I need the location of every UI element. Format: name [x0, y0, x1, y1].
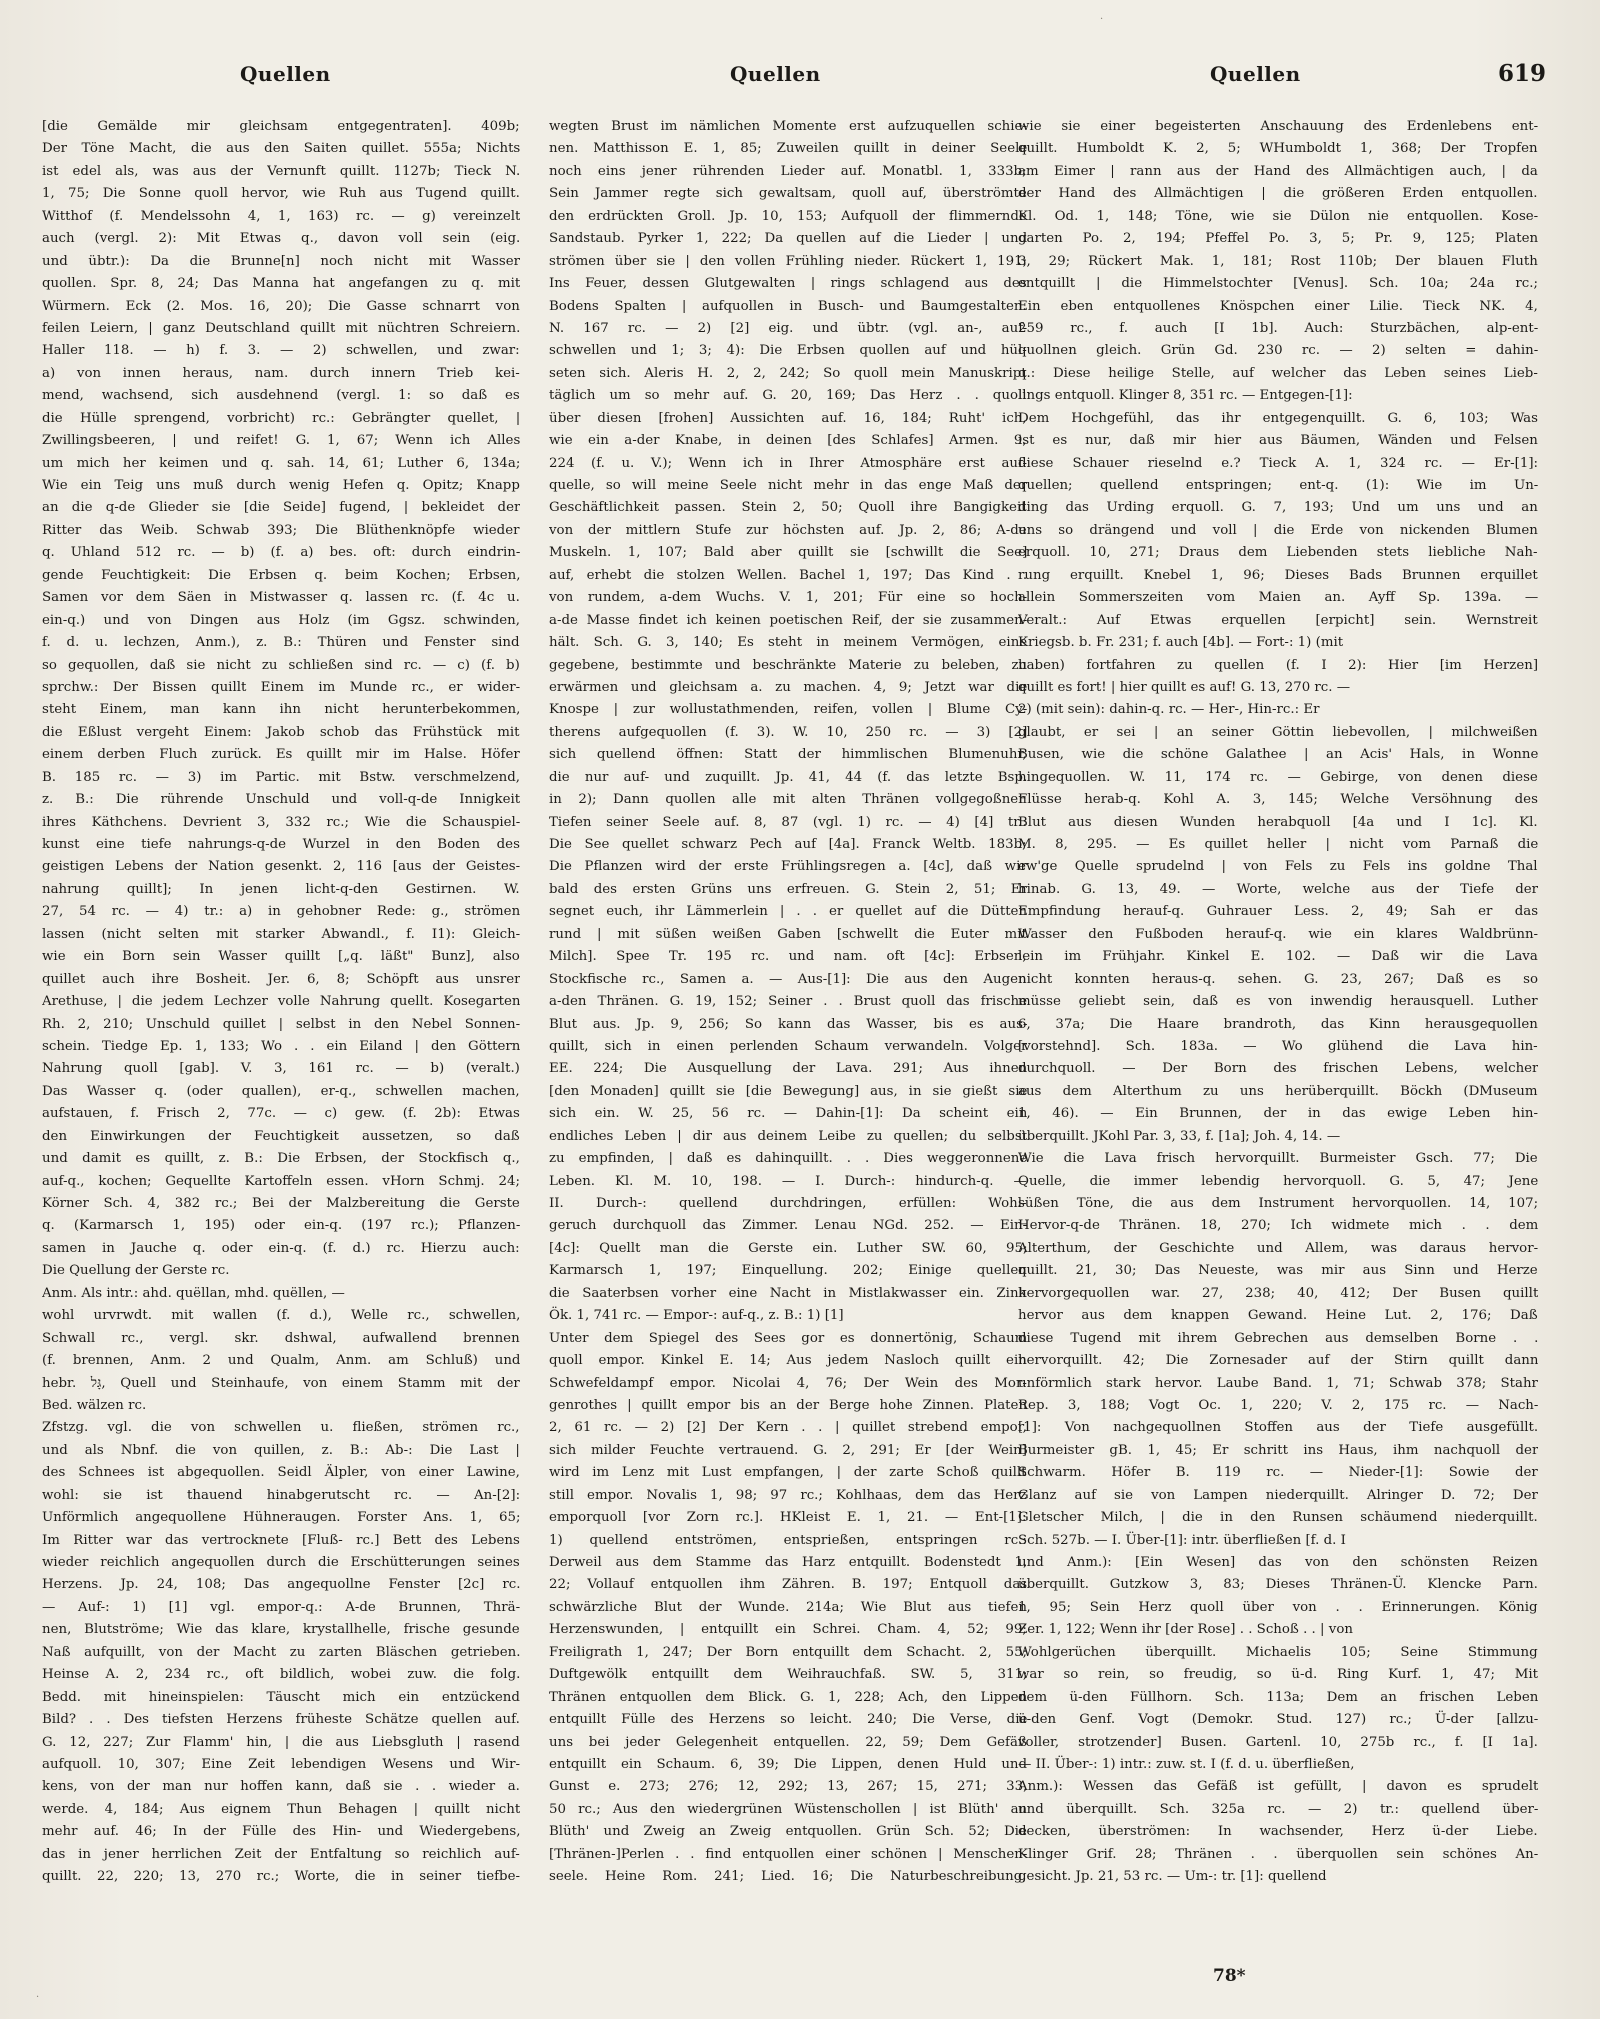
- text-line: Körner Sch. 4, 382 rc.; Bei der Malzbereitung die Gerste: [42, 1196, 520, 1211]
- text-line: Karmarsch 1, 197; Einquellung. 202; Einige quellen: [549, 1263, 1027, 1279]
- text-line: Heinse A. 2, 234 rc., oft bildlich, wobei zuw. die folg.: [42, 1667, 520, 1683]
- text-line: das in jener herrlichen Zeit der Entfaltung so reichlich auf-: [42, 1846, 520, 1862]
- text-line: wird im Lenz mit Lust empfangen, | der zarte Schoß quillt: [549, 1465, 1027, 1481]
- text-line: q. Uhland 512 rc. — b) (f. a) bes. oft: durch eindrin-: [42, 545, 520, 561]
- text-line: sich milder Feuchte vertrauend. G. 2, 291; Er [der Wein]: [549, 1442, 1027, 1458]
- text-line: von der mittlern Stufe zur höchsten auf. Jp. 2, 86; A-de: [549, 522, 1027, 538]
- text-line: unförmlich stark hervor. Laube Band. 1, 71; Schwab 378; Stahr: [1018, 1375, 1538, 1391]
- text-line: zu empfinden, | daß es dahinquillt. . . Dies weggeronnene: [549, 1151, 1027, 1167]
- text-line: entquillt ein Schaum. 6, 39; Die Lippen, denen Huld und: [549, 1756, 1027, 1772]
- text-line: Gunst e. 273; 276; 12, 292; 13, 267; 15, 271; 33,: [549, 1779, 1027, 1795]
- text-line: B. 185 rc. — 3) im Partic. mit Bstw. verschmelzend,: [42, 769, 520, 785]
- text-line: die Eßlust vergeht Einem: Jakob schob das Frühstück mit: [42, 724, 520, 740]
- text-line: still empor. Novalis 1, 98; 97 rc.; Kohlhaas, dem das Herz: [549, 1487, 1027, 1503]
- text-line: II. Durch-: quellend durchdringen, erfüllen: Wohl-: [549, 1196, 1027, 1211]
- text-line: voller, strotzender] Busen. Gartenl. 10, 275b rc., f. [I 1a].: [1018, 1734, 1538, 1750]
- text-line: schwellen und 1; 3; 4): Die Erbsen quollen auf und hül-: [549, 343, 1027, 359]
- text-line: die Saaterbsen vorher eine Nacht in Mistlakwasser ein. Zink: [549, 1285, 1027, 1301]
- text-line: an die q-de Glieder sie [die Seide] fugend, | bekleidet der: [42, 500, 520, 516]
- text-line: — II. Über-: 1) intr.: zuw. st. I (f. d. u. überfließen,: [1018, 1756, 1355, 1772]
- text-line: strömen über sie | den vollen Frühling nieder. Rückert 1, 191;: [549, 253, 1027, 269]
- text-line: 3, 29; Rückert Mak. 1, 181; Rost 110b; Der blauen Fluth: [1018, 253, 1538, 269]
- text-line: Im Ritter war das vertrocknete [Fluß- rc.] Bett des Lebens: [42, 1532, 520, 1548]
- text-line: quelle, so will meine Seele nicht mehr in das enge Maß der: [549, 478, 1027, 493]
- text-line: einem derben Fluch zurück. Es quillt mir im Halse. Höfer: [42, 747, 520, 763]
- text-line: wie ein a-der Knabe, in deinen [des Schlafes] Armen. 9,: [549, 433, 1027, 449]
- text-line: hebr. גָּל, Quell und Steinhaufe, von einem Stamm mit der: [42, 1375, 520, 1391]
- text-line: kunst eine tiefe nahrungs-q-de Wurzel in den Boden des: [42, 837, 520, 852]
- margin-dot: ·: [1100, 14, 1104, 25]
- text-line: Klinger Grif. 28; Thränen . . überquollen sein schönes An-: [1018, 1846, 1538, 1862]
- margin-dot: ·: [36, 1992, 40, 2003]
- text-line: Duftgewölk entquillt dem Weihrauchfaß. SW. 5, 311;: [549, 1667, 1027, 1683]
- text-line: wegten Brust im nämlichen Momente erst aufzuquellen schie-: [549, 119, 1027, 134]
- text-line: Witthof (f. Mendelssohn 4, 1, 163) rc. — g) vereinzelt: [42, 208, 520, 224]
- text-line: ding das Urding erquoll. G. 7, 193; Und um uns und an: [1018, 500, 1538, 516]
- text-line: aufquoll. 10, 307; Eine Zeit lebendigen Wesens und Wir-: [42, 1756, 520, 1772]
- text-line: Empfindung herauf-q. Guhrauer Less. 2, 49; Sah er das: [1018, 904, 1538, 920]
- text-line: 1, 95; Sein Herz quoll über von . . Erinnerungen. König: [1018, 1599, 1538, 1615]
- text-line: Blüth' und Zweig an Zweig entquollen. Grün Sch. 52; Die: [549, 1824, 1027, 1840]
- text-line: süßen Töne, die aus dem Instrument hervorquollen. 14, 107;: [1018, 1196, 1538, 1211]
- text-line: Der Töne Macht, die aus den Saiten quillet. 555a; Nichts: [42, 141, 520, 157]
- text-line: den erdrückten Groll. Jp. 10, 153; Aufquoll der flimmernde: [549, 208, 1027, 224]
- text-line: und überquillt. Sch. 325a rc. — 2) tr.: quellend über-: [1018, 1801, 1538, 1817]
- text-line: [die Gemälde mir gleichsam entgegentraten]. 409b;: [42, 119, 520, 134]
- signature-mark: 78*: [1213, 1966, 1246, 1986]
- text-line: hingequollen. W. 11, 174 rc. — Gebirge, von denen diese: [1018, 769, 1538, 785]
- text-line: uns so drängend und voll | die Erde von nickenden Blumen: [1018, 522, 1538, 538]
- text-line: Kl. Od. 1, 148; Töne, wie sie Dülon nie entquollen. Kose-: [1018, 208, 1538, 224]
- text-line: Rh. 2, 210; Unschuld quillet | selbst in den Nebel Sonnen-: [42, 1016, 520, 1032]
- text-line: Unförmlich angequollene Hühneraugen. Forster Ans. 1, 65;: [42, 1510, 520, 1526]
- text-line: Derweil aus dem Stamme das Harz entquillt. Bodenstedt 1,: [549, 1555, 1027, 1570]
- text-line: EE. 224; Die Ausquellung der Lava. 291; Aus ihnen: [549, 1061, 1027, 1077]
- text-line: [Thränen-]Perlen . . find entquollen einer schönen | Menschen-: [549, 1846, 1027, 1862]
- text-line: bald des ersten Grüns uns erfreuen. G. Stein 2, 51; Er: [549, 881, 1027, 897]
- text-line: Quelle, die immer lebendig hervorquoll. G. 5, 47; Jene: [1018, 1173, 1538, 1189]
- text-line: auf-q., kochen; Gequellte Kartoffeln essen. vHorn Schmj. 24;: [42, 1173, 520, 1189]
- text-line: seten sich. Aleris H. 2, 2, 242; So quoll mein Manuskript: [549, 365, 1027, 381]
- text-line: die Hülle sprengend, vorbricht) rc.: Gebrängter quellet, |: [42, 410, 520, 426]
- text-line: [den Monaden] quillt sie [die Bewegung] aus, in sie gießt sie: [549, 1083, 1027, 1099]
- text-line: 2, 61 rc. — 2) [2] Der Kern . . | quillet strebend empor,: [549, 1420, 1027, 1436]
- text-line: Ins Feuer, dessen Glutgewalten | rings schlagend aus des: [549, 276, 1027, 292]
- text-line: den Einwirkungen der Feuchtigkeit aussetzen, so daß: [42, 1128, 520, 1144]
- text-line: Tiefen seiner Seele auf. 8, 87 (vgl. 1) rc. — 4) [4] tr.:: [549, 814, 1027, 830]
- text-line: a-de Masse findet ich keinen poetischen Reif, der sie zusammen-: [549, 612, 1027, 628]
- text-line: q.: Diese heilige Stelle, auf welcher das Leben seines Lieb-: [1018, 365, 1538, 381]
- text-line: Rep. 3, 188; Vogt Oc. 1, 220; V. 2, 175 rc. — Nach-: [1018, 1397, 1538, 1413]
- text-line: in 2); Dann quollen alle mit alten Thränen vollgegoßnen: [549, 792, 1027, 808]
- text-line: quillt, sich in einen perlenden Schaum verwandeln. Volger: [549, 1038, 1027, 1054]
- text-line: wieder reichlich angequollen durch die Erschütterungen seines: [42, 1555, 520, 1570]
- text-line: Kriegsb. b. Fr. 231; f. auch [4b]. — Fort-: 1) (mit: [1018, 635, 1344, 651]
- text-line: Stockfische rc., Samen a. — Aus-[1]: Die aus den Augen: [549, 971, 1027, 987]
- text-line: seele. Heine Rom. 241; Lied. 16; Die Naturbeschreibung,: [549, 1869, 1027, 1885]
- text-line: Samen vor dem Säen in Mistwasser q. lassen rc. (f. 4c u.: [42, 590, 520, 606]
- text-line: Herzenswunden, | entquillt ein Schrei. Cham. 4, 52; 99;: [549, 1622, 1027, 1638]
- text-line: Die Quellung der Gerste rc.: [42, 1263, 230, 1279]
- text-line: quellen; quellend entspringen; ent-q. (1): Wie im Un-: [1018, 478, 1538, 493]
- text-line: Flüsse herab-q. Kohl A. 3, 145; Welche Versöhnung des: [1018, 792, 1538, 808]
- text-line: 1, 46). — Ein Brunnen, der in das ewige Leben hin-: [1018, 1106, 1538, 1122]
- text-line: erquoll. 10, 271; Draus dem Liebenden stets liebliche Nah-: [1018, 545, 1538, 561]
- text-line: hält. Sch. G. 3, 140; Es steht in meinem Vermögen, eine: [549, 635, 1027, 651]
- text-line: lassen (nicht selten mit starker Abwandl., f. I1): Gleich-: [42, 926, 520, 942]
- text-line: z. B.: Die rührende Unschuld und voll-q-de Innigkeit: [42, 792, 520, 808]
- text-line: M. 8, 295. — Es quillet heller | nicht vom Parnaß die: [1018, 837, 1538, 852]
- text-line: Würmern. Eck (2. Mos. 16, 20); Die Gasse schnarrt von: [42, 298, 520, 314]
- text-column-left: [42, 116, 520, 1889]
- text-line: Hervor-q-de Thränen. 18, 270; Ich widmete mich . . dem: [1018, 1218, 1538, 1234]
- text-line: Bild? . . Des tiefsten Herzens früheste Schätze quellen auf.: [42, 1712, 520, 1728]
- text-line: quillet auch ihre Bosheit. Jer. 6, 8; Schöpft aus unsrer: [42, 971, 520, 987]
- text-line: a-den Thränen. G. 19, 152; Seiner . . Brust quoll das frische: [549, 994, 1027, 1010]
- text-line: Thränen entquollen dem Blick. G. 1, 228; Ach, den Lippen: [549, 1689, 1027, 1705]
- text-line: 224 (f. u. V.); Wenn ich in Ihrer Atmosphäre erst auf-: [549, 455, 1027, 471]
- text-line: garten Po. 2, 194; Pfeffel Po. 3, 5; Pr. 9, 125; Platen: [1018, 231, 1538, 247]
- text-line: Anm.): Wessen das Gefäß ist gefüllt, | davon es sprudelt: [1018, 1779, 1538, 1795]
- text-line: Ök. 1, 741 rc. — Empor-: auf-q., z. B.: 1) [1]: [549, 1308, 844, 1324]
- text-line: hervorgequollen war. 27, 238; 40, 412; Der Busen quillt: [1018, 1285, 1538, 1301]
- text-line: Schwarm. Höfer B. 119 rc. — Nieder-[1]: Sowie der: [1018, 1465, 1538, 1481]
- text-line: uns bei jeder Gelegenheit entquellen. 22, 59; Dem Gefäß: [549, 1734, 1027, 1750]
- text-line: emporquoll [vor Zorn rc.]. HKleist E. 1, 21. — Ent-[1]:: [549, 1510, 1027, 1526]
- text-line: ist edel als, was aus der Vernunft quillt. 1127b; Tieck N.: [42, 163, 520, 179]
- text-line: über diesen [frohen] Aussichten auf. 16, 184; Ruht' ich,: [549, 410, 1027, 426]
- text-line: kens, von der man nur hoffen kann, daß sie . . wieder a.: [42, 1779, 520, 1795]
- text-line: Ein eben entquollenes Knöspchen einer Lilie. Tieck NK. 4,: [1018, 298, 1538, 314]
- text-line: genrothes | quillt empor bis an der Berge hohe Zinnen. Platen: [549, 1397, 1027, 1413]
- text-line: Ritter das Weib. Schwab 393; Die Blüthenknöpfe wieder: [42, 522, 520, 538]
- text-line: geruch durchquoll das Zimmer. Lenau NGd. 252. — Ein-: [549, 1218, 1027, 1234]
- text-line: quillt. Humboldt K. 2, 5; WHumboldt 1, 368; Der Tropfen: [1018, 141, 1538, 157]
- text-line: rung erquillt. Knebel 1, 96; Dieses Bads Brunnen erquillet: [1018, 567, 1538, 583]
- text-line: auf, erhebt die stolzen Wellen. Bachel 1, 197; Das Kind . .: [549, 567, 1027, 583]
- text-line: hervorquillt. 42; Die Zornesader auf der Stirn quillt dann: [1018, 1353, 1538, 1369]
- text-line: werde. 4, 184; Aus eignem Thun Behagen | quillt nicht: [42, 1801, 520, 1817]
- text-line: und als Nbnf. die von quillen, z. B.: Ab-: Die Last |: [42, 1442, 520, 1458]
- text-line: Anm. Als intr.: ahd. quëllan, mhd. quëllen, —: [42, 1285, 345, 1301]
- text-line: schwärzliche Blut der Wunde. 214a; Wie Blut aus tiefen: [549, 1599, 1027, 1615]
- text-line: auch (vergl. 2): Mit Etwas q., davon voll sein (eig.: [42, 231, 520, 247]
- text-line: 1) quellend entströmen, entsprießen, entspringen rc.:: [549, 1532, 1027, 1548]
- text-line: [4c]: Quellt man die Gerste ein. Luther SW. 60, 95;: [549, 1240, 1027, 1256]
- text-line: [vorstehnd]. Sch. 183a. — Wo glühend die Lava hin-: [1018, 1038, 1538, 1054]
- text-line: des Schnees ist abgequollen. Seidl Älpler, von einer Lawine,: [42, 1465, 520, 1481]
- text-line: segnet euch, ihr Lämmerlein | . . er quellet auf die Dütten: [549, 904, 1027, 920]
- text-line: täglich um so mehr auf. G. 20, 169; Das Herz . . quoll: [549, 388, 1027, 404]
- text-line: um mich her keimen und q. sah. 14, 61; Luther 6, 134a;: [42, 455, 520, 471]
- text-line: und damit es quillt, z. B.: Die Erbsen, der Stockfisch q.,: [42, 1151, 520, 1167]
- text-line: nen, Blutströme; Wie das klare, krystallhelle, frische gesunde: [42, 1622, 520, 1638]
- text-line: war so rein, so freudig, so ü-d. Ring Kurf. 1, 47; Mit: [1018, 1667, 1538, 1683]
- text-line: Busen, wie die schöne Galathee | an Acis' Hals, in Wonne: [1018, 747, 1538, 763]
- text-line: [1]: Von nachgequollnen Stoffen aus der Tiefe ausgefüllt.: [1018, 1420, 1538, 1436]
- text-line: durchquoll. — Der Born des frischen Lebens, welcher: [1018, 1061, 1538, 1077]
- text-line: erwärmen und gleichsam a. zu machen. 4, 9; Jetzt war die: [549, 679, 1027, 695]
- text-line: Schwefeldampf empor. Nicolai 4, 76; Der Wein des Mor-: [549, 1375, 1027, 1391]
- text-line: Bodens Spalten | aufquollen in Busch- und Baumgestalten.: [549, 298, 1027, 314]
- text-line: Die Pflanzen wird der erste Frühlingsregen a. [4c], daß wir: [549, 859, 1027, 875]
- text-line: am Eimer | rann aus der Hand des Allmächtigen auch, | da: [1018, 163, 1538, 179]
- headword-left: Quellen: [240, 62, 331, 86]
- text-line: Wie ein Teig uns muß durch wenig Hefen q. Opitz; Knapp: [42, 478, 520, 493]
- text-line: Sch. 527b. — I. Über-[1]: intr. überfließen [f. d. I: [1018, 1532, 1346, 1548]
- text-line: ist es nur, daß mir hier aus Bäumen, Wänden und Felsen: [1018, 433, 1538, 449]
- text-line: decken, überströmen: In wachsender, Herz ü-der Liebe.: [1018, 1824, 1538, 1840]
- text-line: müsse geliebt sein, daß es von inwendig herausquell. Luther: [1018, 994, 1538, 1010]
- text-column-middle: [549, 116, 1027, 1889]
- text-line: aus dem Alterthum zu uns herüberquillt. Böckh (DMuseum: [1018, 1083, 1538, 1099]
- text-line: steht Einem, man kann ihn nicht herunterbekommen,: [42, 702, 520, 718]
- text-line: Zwillingsbeeren, | und reifet! G. 1, 67; Wenn ich Alles: [42, 433, 520, 449]
- text-line: allein Sommerszeiten vom Maien an. Ayff Sp. 139a. —: [1018, 590, 1538, 606]
- text-line: Zer. 1, 122; Wenn ihr [der Rose] . . Schoß . . | von: [1018, 1622, 1353, 1638]
- text-column-right: [1018, 116, 1538, 1889]
- text-line: 6, 37a; Die Haare brandroth, das Kinn herausgequollen: [1018, 1016, 1538, 1032]
- text-line: Das Wasser q. (oder quallen), er-q., schwellen machen,: [42, 1083, 520, 1099]
- text-line: Wasser den Fußboden herauf-q. wie ein klares Waldbrünn-: [1018, 926, 1538, 942]
- text-line: Blut aus diesen Wunden herabquoll [4a und I 1c]. Kl.: [1018, 814, 1538, 830]
- text-line: noch eins jener rührenden Lieder auf. Monatbl. 1, 333b;: [549, 163, 1027, 179]
- text-line: Herzens. Jp. 24, 108; Das angequollne Fenster [2c] rc.: [42, 1577, 520, 1593]
- text-line: Muskeln. 1, 107; Bald aber quillt sie [schwillt die See]: [549, 545, 1027, 561]
- text-line: rund | mit süßen weißen Gaben [schwellt die Euter mit: [549, 926, 1027, 942]
- text-line: so gequollen, daß sie nicht zu schließen sind rc. — c) (f. b): [42, 657, 520, 673]
- text-line: quillt es fort! | hier quillt es auf! G. 13, 270 rc. —: [1018, 679, 1351, 695]
- text-line: entquillt | die Himmelstochter [Venus]. Sch. 10a; 24a rc.;: [1018, 276, 1538, 292]
- text-line: ew'ge Quelle sprudelnd | von Fels zu Fels ins goldne Thal: [1018, 859, 1538, 875]
- text-line: und Anm.): [Ein Wesen] das von den schönsten Reizen: [1018, 1555, 1538, 1570]
- text-line: samen in Jauche q. oder ein-q. (f. d.) rc. Hierzu auch:: [42, 1240, 520, 1256]
- text-line: Milch]. Spee Tr. 195 rc. und nam. oft [4c]: Erbsen,: [549, 949, 1027, 965]
- text-line: glaubt, er sei | an seiner Göttin liebevollen, | milchweißen: [1018, 724, 1538, 740]
- text-line: gende Feuchtigkeit: Die Erbsen q. beim Kochen; Erbsen,: [42, 567, 520, 583]
- text-line: Dem Hochgefühl, das ihr entgegenquillt. G. 6, 103; Was: [1018, 410, 1538, 426]
- text-line: Bedd. mit hineinspielen: Täuscht mich ein entzückend: [42, 1689, 520, 1705]
- text-line: ein-q.) und von Dingen aus Holz (im Ggsz. schwinden,: [42, 612, 520, 628]
- text-line: Wie die Lava frisch hervorquillt. Burmeister Gsch. 77; Die: [1018, 1151, 1538, 1167]
- text-line: feilen Leiern, | ganz Deutschland quillt mit nüchtren Schreiern.: [42, 320, 520, 336]
- text-line: nen. Matthisson E. 1, 85; Zuweilen quillt in deiner Seele: [549, 141, 1027, 157]
- text-line: diese Tugend mit ihrem Gebrechen aus demselben Borne . .: [1018, 1330, 1538, 1346]
- text-line: quoll empor. Kinkel E. 14; Aus jedem Nasloch quillt ein: [549, 1353, 1027, 1369]
- text-line: therens aufgequollen (f. 3). W. 10, 250 rc. — 3) [2]: [549, 724, 1027, 740]
- text-line: mend, wachsend, sich ausdehnend (vergl. 1: so daß es: [42, 388, 520, 404]
- text-line: Bed. wälzen rc.: [42, 1397, 147, 1413]
- text-line: G. 12, 227; Zur Flamm' hin, | die aus Liebsgluth | rasend: [42, 1734, 520, 1750]
- text-line: quillt. 21, 30; Das Neueste, was mir aus Sinn und Herze: [1018, 1263, 1538, 1279]
- text-line: Nahrung quoll [gab]. V. 3, 161 rc. — b) (veralt.): [42, 1061, 520, 1077]
- text-line: mehr auf. 46; In der Fülle des Hin- und Wiedergebens,: [42, 1824, 520, 1840]
- text-line: 259 rc., f. auch [I 1b]. Auch: Sturzbächen, alp-ent-: [1018, 320, 1538, 336]
- text-line: gegebene, bestimmte und beschränkte Materie zu beleben, zu: [549, 657, 1027, 673]
- text-line: q. (Karmarsch 1, 195) oder ein-q. (197 rc.); Pflanzen-: [42, 1218, 520, 1234]
- text-line: die nur auf- und zuquillt. Jp. 41, 44 (f. das letzte Bsp.: [549, 769, 1027, 785]
- text-line: gesicht. Jp. 21, 53 rc. — Um-: tr. [1]: quellend: [1018, 1869, 1327, 1885]
- text-line: geistigen Lebens der Nation gesenkt. 2, 116 [aus der Geistes-: [42, 859, 520, 875]
- text-line: quillt. 22, 220; 13, 270 rc.; Worte, die in seiner tiefbe-: [42, 1869, 520, 1885]
- text-line: Freiligrath 1, 247; Der Born entquillt dem Schacht. 2, 55;: [549, 1644, 1027, 1660]
- text-line: ü-den Genf. Vogt (Demokr. Stud. 127) rc.; Ü-der [allzu-: [1018, 1712, 1538, 1728]
- text-line: dem ü-den Füllhorn. Sch. 113a; Dem an frischen Leben: [1018, 1689, 1538, 1705]
- page-number: 619: [1497, 60, 1546, 87]
- text-line: lein im Frühjahr. Kinkel E. 102. — Daß wir die Lava: [1018, 949, 1538, 965]
- text-line: diese Schauer rieselnd e.? Tieck A. 1, 324 rc. — Er-[1]:: [1018, 455, 1538, 471]
- text-line: nicht konnten heraus-q. sehen. G. 23, 267; Daß es so: [1018, 971, 1538, 987]
- text-line: 50 rc.; Aus den wiedergrünen Wüstenschollen | ist Blüth' an: [549, 1801, 1027, 1817]
- text-line: Leben. Kl. M. 10, 198. — I. Durch-: hindurch-q. —: [549, 1173, 1027, 1189]
- text-line: 1, 75; Die Sonne quoll hervor, wie Ruh aus Tugend quillt.: [42, 186, 520, 202]
- text-line: Geschäftlichkeit passen. Stein 2, 50; Quoll ihre Bangigkeit: [549, 500, 1027, 516]
- text-line: 2) (mit sein): dahin-q. rc. — Her-, Hin-rc.: Er: [1018, 702, 1320, 718]
- text-line: hinab. G. 13, 49. — Worte, welche aus der Tiefe der: [1018, 881, 1538, 897]
- text-line: Schwall rc., vergl. skr. dshwal, aufwallend brennen: [42, 1330, 520, 1346]
- text-line: haben) fortfahren zu quellen (f. I 2): Hier [im Herzen]: [1018, 657, 1538, 673]
- text-line: schein. Tiedge Ep. 1, 133; Wo . . ein Eiland | den Göttern: [42, 1038, 520, 1054]
- page-header: [40, 62, 1560, 96]
- text-line: ihres Käthchens. Devrient 3, 332 rc.; Wie die Schauspiel-: [42, 814, 520, 830]
- text-line: hervor aus dem knappen Gewand. Heine Lut. 2, 176; Daß: [1018, 1308, 1538, 1324]
- text-line: 22; Vollauf entquollen ihm Zähren. B. 197; Entquoll das: [549, 1577, 1027, 1593]
- text-line: und übtr.): Da die Brunne[n] noch nicht mit Wasser: [42, 253, 520, 269]
- text-line: Die See quellet schwarz Pech auf [4a]. Franck Weltb. 183b;: [549, 837, 1027, 852]
- text-line: f. d. u. lechzen, Anm.), z. B.: Thüren und Fenster sind: [42, 635, 520, 651]
- text-line: wie ein Born sein Wasser quillt [„q. läßt" Bunz], also: [42, 949, 520, 965]
- text-line: N. 167 rc. — 2) [2] eig. und übtr. (vgl. an-, auf-: [549, 320, 1027, 336]
- text-line: Blut aus. Jp. 9, 256; So kann das Wasser, bis es aus-: [549, 1016, 1027, 1032]
- text-line: (f. brennen, Anm. 2 und Qualm, Anm. am Schluß) und: [42, 1353, 520, 1369]
- text-line: Arethuse, | die jedem Lechzer volle Nahrung quellt. Kosegarten: [42, 994, 520, 1010]
- headword-center: Quellen: [730, 62, 821, 86]
- text-line: endliches Leben | dir aus deinem Leibe zu quellen; du selbst: [549, 1128, 1027, 1144]
- text-line: Alterthum, der Geschichte und Allem, was daraus hervor-: [1018, 1240, 1538, 1256]
- text-line: von rundem, a-dem Wuchs. V. 1, 201; Für eine so hoch-: [549, 590, 1027, 606]
- text-line: quollen. Spr. 8, 24; Das Manna hat angefangen zu q. mit: [42, 276, 520, 292]
- headword-right: Quellen: [1210, 62, 1301, 86]
- text-line: Sein Jammer regte sich gewaltsam, quoll auf, überströmte: [549, 186, 1027, 202]
- text-line: wohl: sie ist thauend hinabgerutscht rc. — An-[2]:: [42, 1487, 520, 1503]
- text-line: Veralt.: Auf Etwas erquellen [erpicht] sein. Wernstreit: [1018, 612, 1538, 628]
- text-line: a) von innen heraus, nam. durch innern Trieb kei-: [42, 365, 520, 381]
- text-line: Unter dem Spiegel des Sees gor es donnertönig, Schaum: [549, 1330, 1027, 1346]
- text-line: Sandstaub. Pyrker 1, 222; Da quellen auf die Lieder | und: [549, 231, 1027, 247]
- text-line: sich quellend öffnen: Statt der himmlischen Blumenuhr,: [549, 747, 1027, 763]
- text-line: quollnen gleich. Grün Gd. 230 rc. — 2) selten = dahin-: [1018, 343, 1538, 359]
- text-line: entquillt Fülle des Herzens so leicht. 240; Die Verse, die: [549, 1712, 1027, 1728]
- text-line: überquillt. JKohl Par. 3, 33, f. [1a]; Joh. 4, 14. —: [1018, 1128, 1341, 1144]
- text-line: wohl urvrwdt. mit wallen (f. d.), Welle rc., schwellen,: [42, 1308, 520, 1324]
- text-line: 27, 54 rc. — 4) tr.: a) in gehobner Rede: g., strömen: [42, 904, 520, 920]
- text-line: Wohlgerüchen überquillt. Michaelis 105; Seine Stimmung: [1018, 1644, 1538, 1660]
- text-line: Glanz auf sie von Lampen niederquillt. Alringer D. 72; Der: [1018, 1487, 1538, 1503]
- text-line: wie sie einer begeisterten Anschauung des Erdenlebens ent-: [1018, 119, 1538, 134]
- text-line: aufstauen, f. Frisch 2, 77c. — c) gew. (f. 2b): Etwas: [42, 1106, 520, 1122]
- text-line: überquillt. Gutzkow 3, 83; Dieses Thränen-Ü. Klencke Parn.: [1018, 1577, 1538, 1593]
- text-line: Haller 118. — h) f. 3. — 2) schwellen, und zwar:: [42, 343, 520, 359]
- text-line: sprchw.: Der Bissen quillt Einem im Munde rc., er wider-: [42, 679, 520, 695]
- text-line: — Auf-: 1) [1] vgl. empor-q.: A-de Brunnen, Thrä-: [42, 1599, 520, 1615]
- text-line: sich ein. W. 25, 56 rc. — Dahin-[1]: Da scheint ein: [549, 1106, 1027, 1122]
- text-line: Naß aufquillt, von der Macht zu zarten Bläschen getrieben.: [42, 1644, 520, 1660]
- text-line: der Hand des Allmächtigen | die größeren Erden entquollen.: [1018, 186, 1538, 202]
- text-line: Zfstzg. vgl. die von schwellen u. fließen, strömen rc.,: [42, 1420, 520, 1436]
- text-line: Burmeister gB. 1, 45; Er schritt ins Haus, ihm nachquoll der: [1018, 1442, 1538, 1458]
- text-line: Gletscher Milch, | die in den Runsen schäumend niederquillt.: [1018, 1510, 1538, 1526]
- text-line: nahrung quillt]; In jenen licht-q-den Gestirnen. W.: [42, 881, 520, 897]
- text-line: Knospe | zur wollustathmenden, reifen, vollen | Blume Cy-: [549, 702, 1027, 718]
- text-line: lings entquoll. Klinger 8, 351 rc. — Entgegen-[1]:: [1018, 388, 1353, 404]
